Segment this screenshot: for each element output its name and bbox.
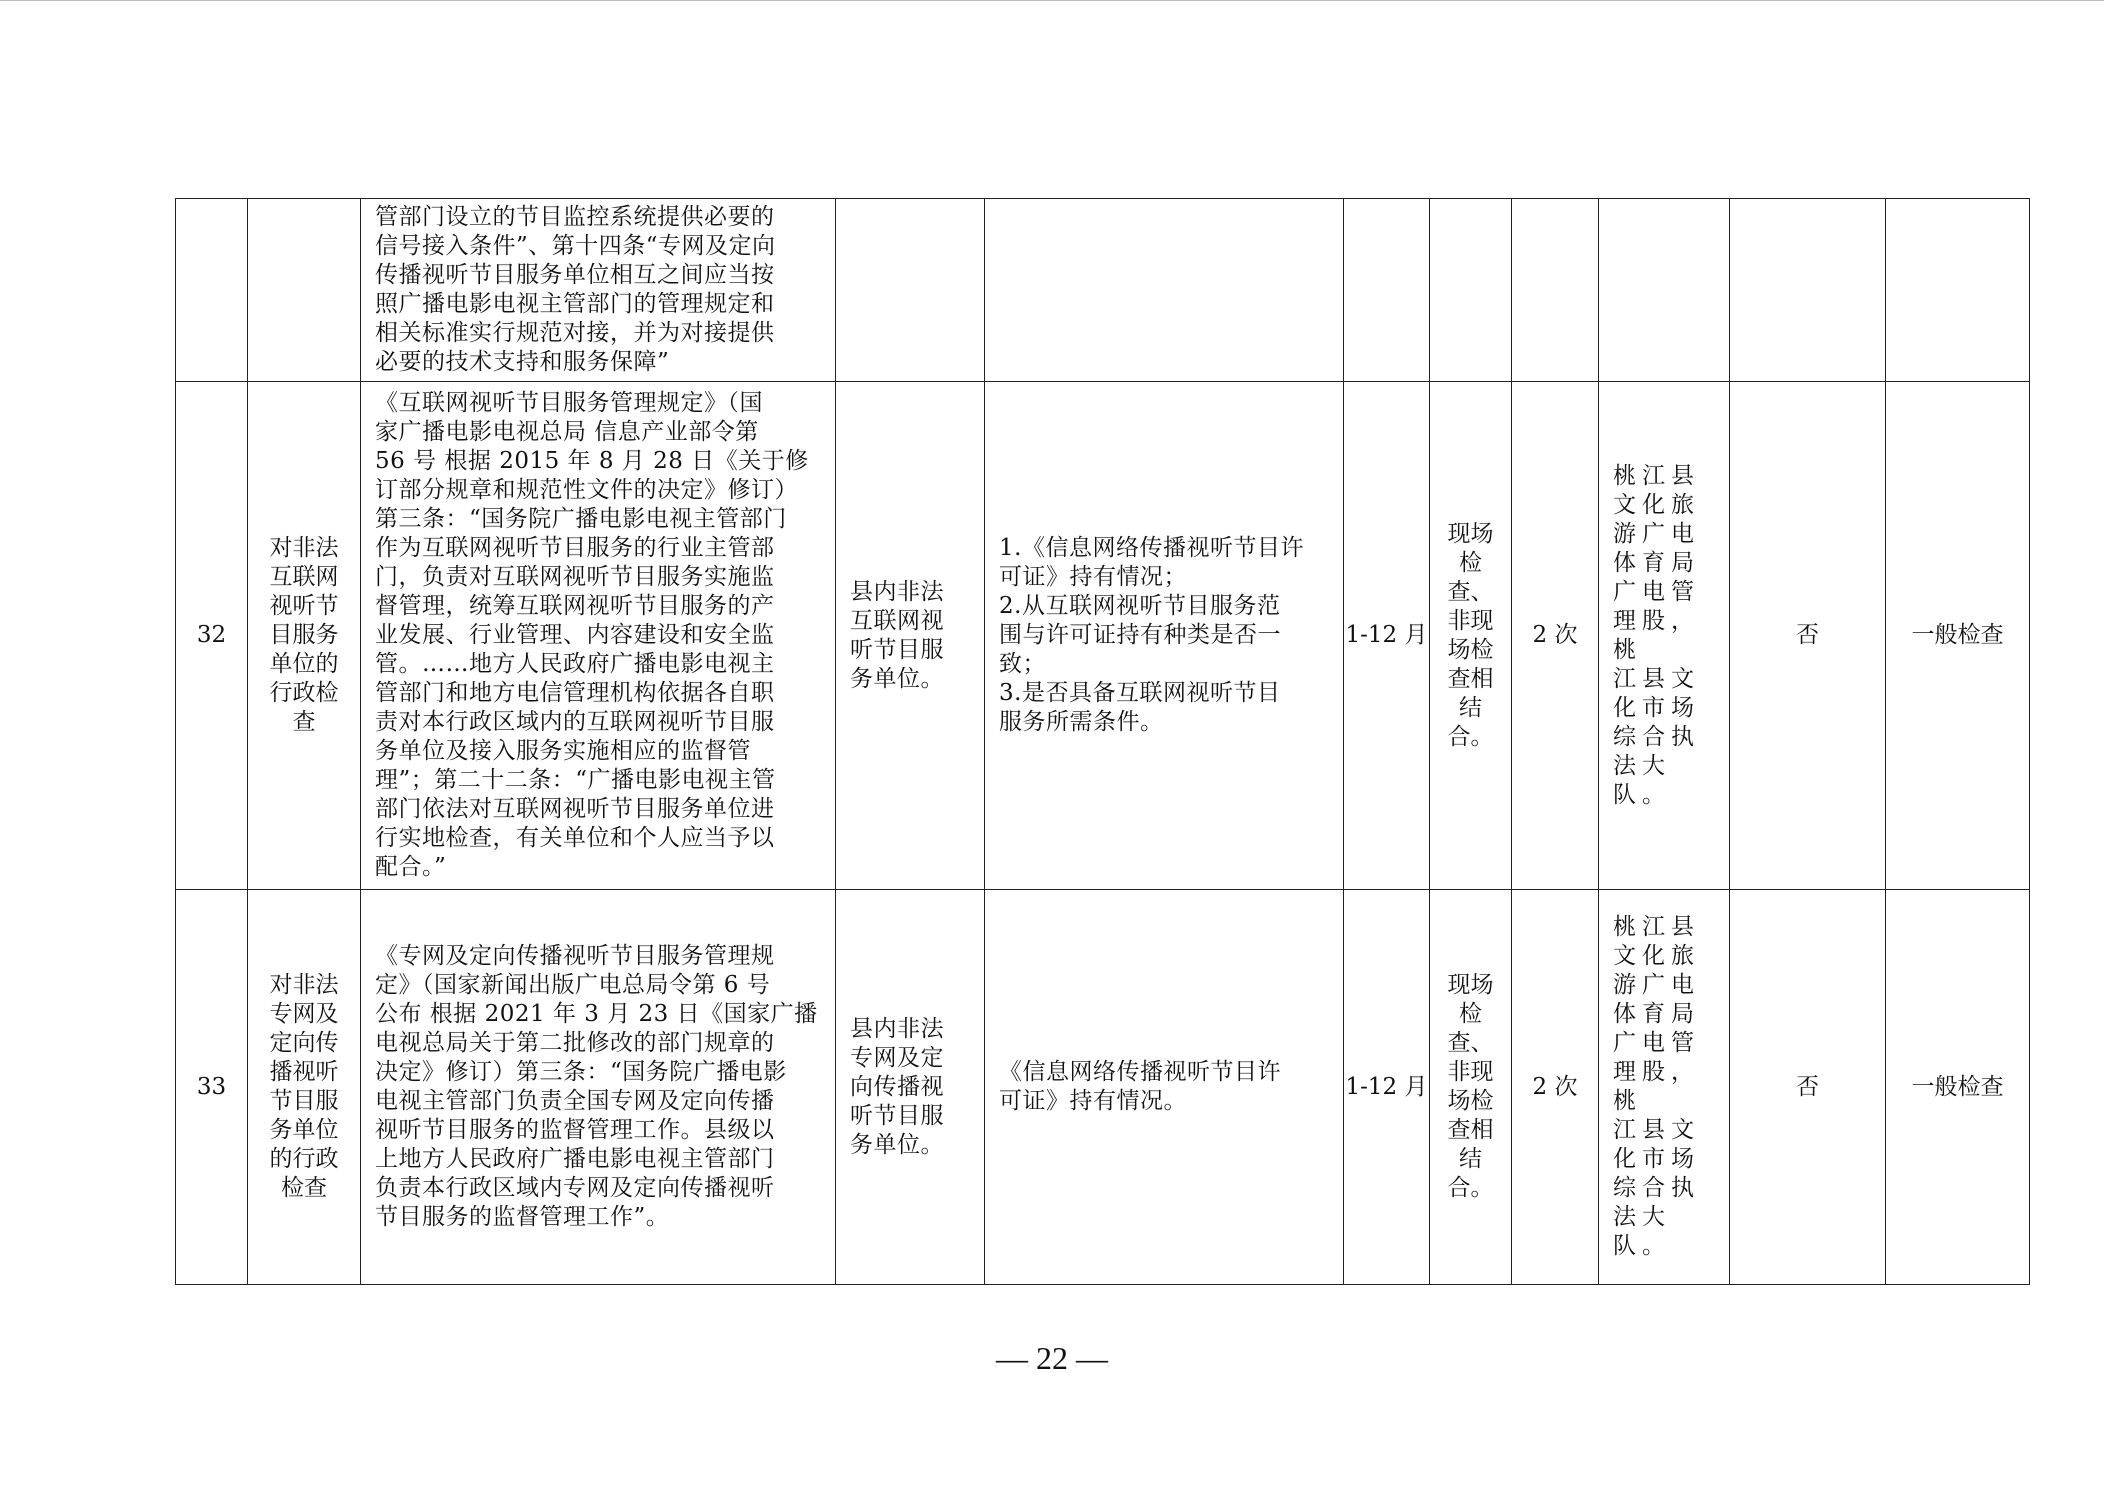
table-row — [176, 199, 2030, 382]
inspection-type: 一般检查 — [1886, 382, 2030, 890]
legal-basis: 《专网及定向传播视听节目服务管理规 定》（国家新闻出版广电总局令第 6 号 公布 根据 2021 年 3 月 23 日《国家广播 电视总局关于第二批修改的部门规章的 决定》修订）第三条：“国务院广播电影 电视主管部门负责全国专网及定向传播 视听节目服务的监督管理工作。县级以 上地方人民政府广播电影电视主管部门 负责本行政区域内专网及定向传播视听 节目服务的监督管理工作”。 — [361, 890, 836, 1285]
inspection-item: 对非法 互联网 视听节 目服务 单位的 行政检 查 — [248, 382, 361, 890]
implementing-department: 桃江县 文化旅 游广电 体育局 广电管 理股，桃 江县文 化市场 综合执 法大队。 — [1599, 382, 1730, 890]
inspection-table — [175, 198, 2030, 1285]
implementing-department: 桃江县 文化旅 游广电 体育局 广电管 理股，桃 江县文 化市场 综合执 法大队。 — [1599, 890, 1730, 1285]
inspection-type: 一般检查 — [1886, 890, 2030, 1285]
inspection-object: 县内非法 互联网视 听节目服 务单位。 — [836, 382, 985, 890]
inspection-period: 1-12 月 — [1344, 382, 1430, 890]
table-row — [176, 382, 2030, 890]
inspection-object: 县内非法 专网及定 向传播视 听节目服 务单位。 — [836, 890, 985, 1285]
joint-inspection — [1730, 199, 1886, 382]
page-top-border — [0, 0, 2104, 1]
row-number: 33 — [176, 890, 248, 1285]
inspection-frequency: 2 次 — [1512, 382, 1599, 890]
joint-inspection: 否 — [1730, 382, 1886, 890]
inspection-object — [836, 199, 985, 382]
table-row — [176, 890, 2030, 1285]
inspection-content — [985, 199, 1344, 382]
inspection-method — [1430, 199, 1512, 382]
row-number: 32 — [176, 382, 248, 890]
legal-basis: 《互联网视听节目服务管理规定》（国 家广播电影电视总局 信息产业部令第 56 号 根据 2015 年 8 月 28 日《关于修 订部分规章和规范性文件的决定》修订） 第三条：“国务院广播电影电视主管部门 作为互联网视听节目服务的行业主管部 门，负责对互联网视听节目服务实施监 督管理，统筹互联网视听节目服务的产 业发展、行业管理、内容建设和安全监 管。……地方人民政府广播电影电视主 管部门和地方电信管理机构依据各自职 责对本行政区域内的互联网视听节目服 务单位及接入服务实施相应的监督管 理”；第二十二条：“广播电影电视主管 部门依法对互联网视听节目服务单位进 行实地检查，有关单位和个人应当予以 配合。” — [361, 382, 836, 890]
inspection-content: 《信息网络传播视听节目许 可证》持有情况。 — [985, 890, 1344, 1285]
inspection-frequency: 2 次 — [1512, 890, 1599, 1285]
inspection-period — [1344, 199, 1430, 382]
legal-basis: 管部门设立的节目监控系统提供必要的 信号接入条件”、第十四条“专网及定向 传播视听节目服务单位相互之间应当按 照广播电影电视主管部门的管理规定和 相关标准实行规范对接，并为对接提供 必要的技术支持和服务保障” — [361, 199, 836, 382]
joint-inspection: 否 — [1730, 890, 1886, 1285]
inspection-item — [248, 199, 361, 382]
row-number — [176, 199, 248, 382]
inspection-item: 对非法 专网及 定向传 播视听 节目服 务单位 的行政 检查 — [248, 890, 361, 1285]
inspection-frequency — [1512, 199, 1599, 382]
inspection-period: 1-12 月 — [1344, 890, 1430, 1285]
inspection-content: 1.《信息网络传播视听节目许 可证》持有情况； 2.从互联网视听节目服务范 围与许可证持有种类是否一 致； 3.是否具备互联网视听节目 服务所需条件。 — [985, 382, 1344, 890]
inspection-method: 现场 检 查、 非现 场检 查相 结 合。 — [1430, 890, 1512, 1285]
page-number: — 22 — — [996, 1340, 1108, 1376]
inspection-type — [1886, 199, 2030, 382]
inspection-method: 现场 检 查、 非现 场检 查相 结 合。 — [1430, 382, 1512, 890]
implementing-department — [1599, 199, 1730, 382]
